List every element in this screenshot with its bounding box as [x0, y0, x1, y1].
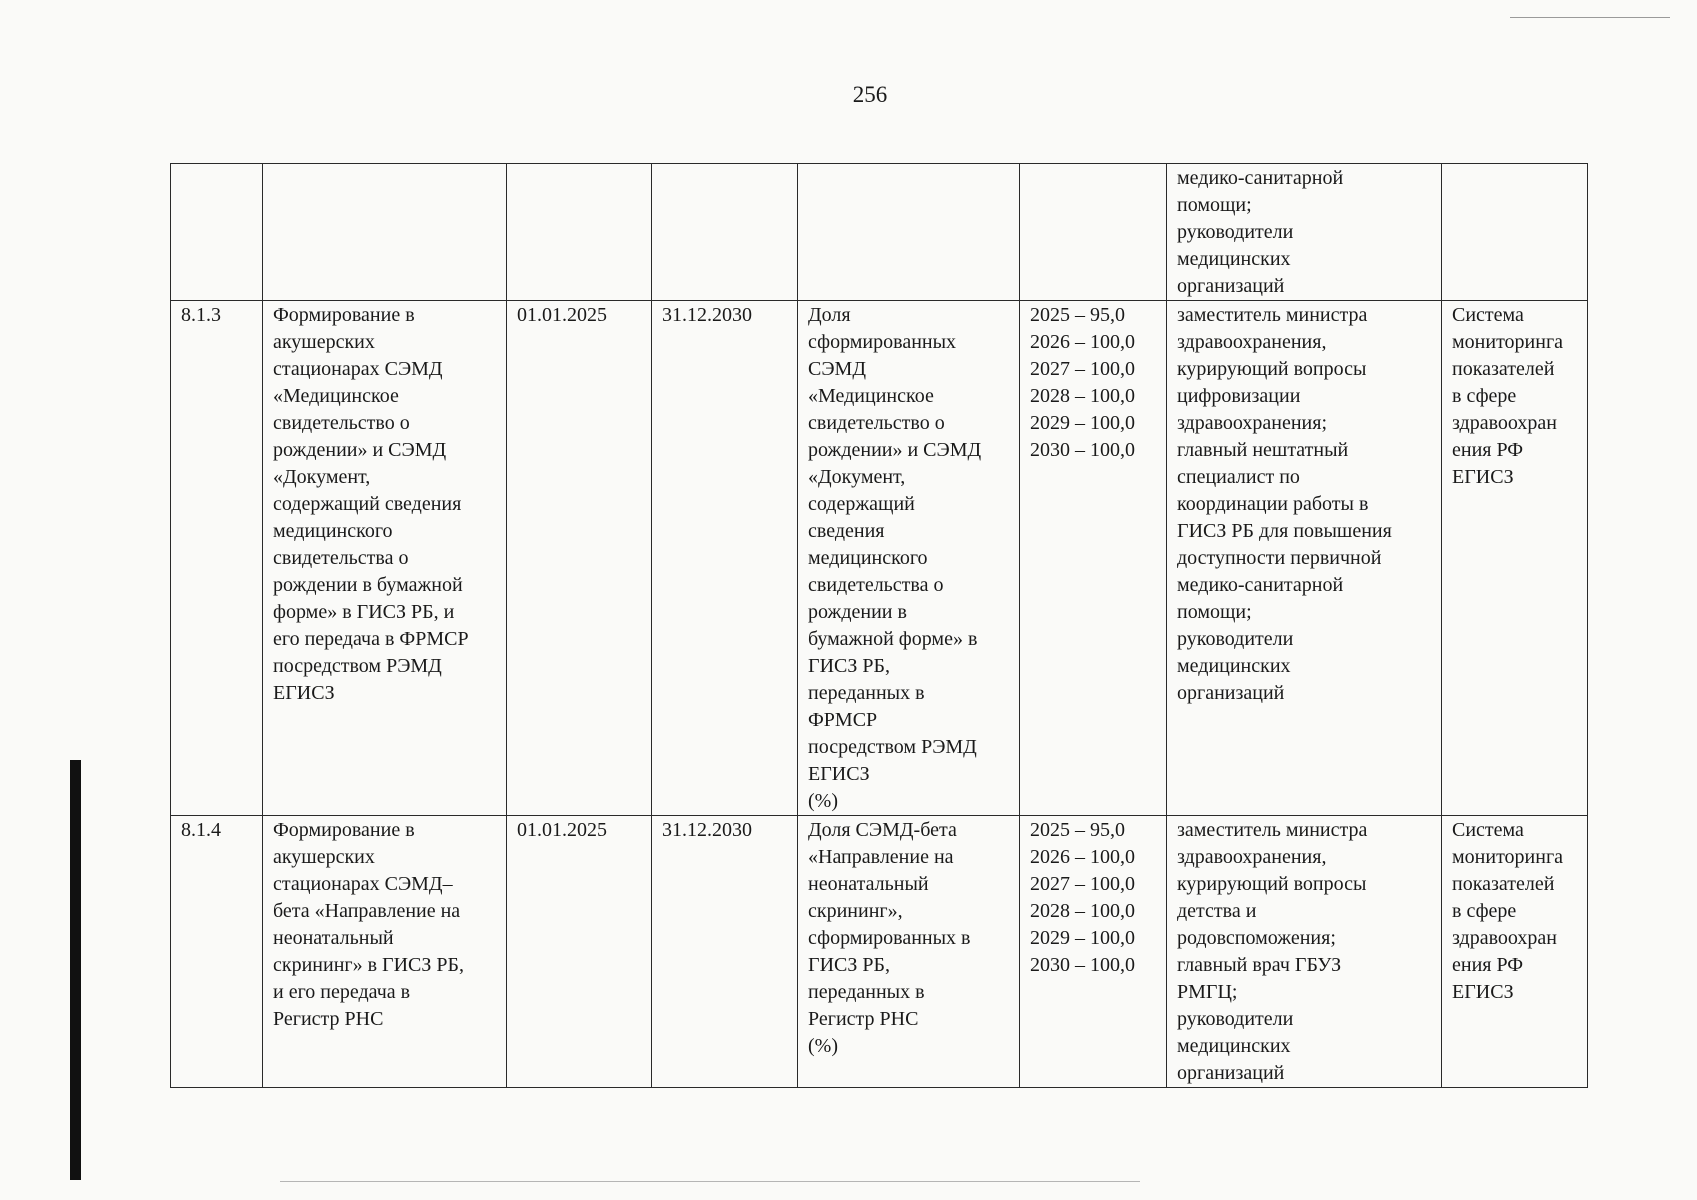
- cell-system: Система мониторинга показателей в сфере здравоохран ения РФ ЕГИСЗ: [1442, 301, 1588, 816]
- cell-num: 8.1.4: [171, 816, 263, 1088]
- page-number: 256: [852, 82, 888, 107]
- cell-values: 2025 – 95,0 2026 – 100,0 2027 – 100,0 2028 – 100,0 2029 – 100,0 2030 – 100,0: [1020, 301, 1167, 816]
- cell-responsible: медико-санитарной помощи; руководители медицинских организаций: [1167, 164, 1442, 301]
- cell-start-date: [507, 164, 652, 301]
- cell-system: Система мониторинга показателей в сфере здравоохран ения РФ ЕГИСЗ: [1442, 816, 1588, 1088]
- table-row-continuation: [171, 164, 1588, 301]
- cell-end-date: 31.12.2030: [652, 816, 798, 1088]
- scan-binding-shadow: [70, 760, 81, 1180]
- cell-title: Формирование в акушерских стационарах СЭМД «Медицинское свидетельство о рождении» и СЭМД «Документ, содержащий сведения медицинского свидетельства о рождении в бумажной форме» в ГИСЗ РБ, и его передача в ФРМСР посредством РЭМД ЕГИСЗ: [263, 301, 507, 816]
- cell-responsible: заместитель министра здравоохранения, курирующий вопросы цифровизации здравоохранения; главный нештатный специалист по координации работы в ГИСЗ РБ для повышения доступности первичной медико-санитарной помощи; руководители медицинских организаций: [1167, 301, 1442, 816]
- cell-num: 8.1.3: [171, 301, 263, 816]
- table-row: [171, 301, 1588, 816]
- cell-title: [263, 164, 507, 301]
- cell-num: [171, 164, 263, 301]
- cell-indicator: [798, 164, 1020, 301]
- scan-bottom-rule: [280, 1181, 1140, 1182]
- cell-end-date: [652, 164, 798, 301]
- cell-responsible: заместитель министра здравоохранения, курирующий вопросы детства и родовспоможения; главный врач ГБУЗ РМГЦ; руководители медицинских организаций: [1167, 816, 1442, 1088]
- cell-indicator: Доля сформированных СЭМД «Медицинское свидетельство о рождении» и СЭМД «Документ, содержащий сведения медицинского свидетельства о рождении в бумажной форме» в ГИСЗ РБ, переданных в ФРМСР посредством РЭМД ЕГИСЗ (%): [798, 301, 1020, 816]
- cell-values: 2025 – 95,0 2026 – 100,0 2027 – 100,0 2028 – 100,0 2029 – 100,0 2030 – 100,0: [1020, 816, 1167, 1088]
- scan-top-rule: [1510, 17, 1670, 18]
- cell-values: [1020, 164, 1167, 301]
- measures-table: [170, 163, 1588, 1088]
- cell-start-date: 01.01.2025: [507, 816, 652, 1088]
- cell-start-date: 01.01.2025: [507, 301, 652, 816]
- cell-system: [1442, 164, 1588, 301]
- cell-end-date: 31.12.2030: [652, 301, 798, 816]
- cell-title: Формирование в акушерских стационарах СЭМД– бета «Направление на неонатальный скрининг» в ГИСЗ РБ, и его передача в Регистр РНС: [263, 816, 507, 1088]
- cell-indicator: Доля СЭМД-бета «Направление на неонатальный скрининг», сформированных в ГИСЗ РБ, переданных в Регистр РНС (%): [798, 816, 1020, 1088]
- table-row: [171, 816, 1588, 1088]
